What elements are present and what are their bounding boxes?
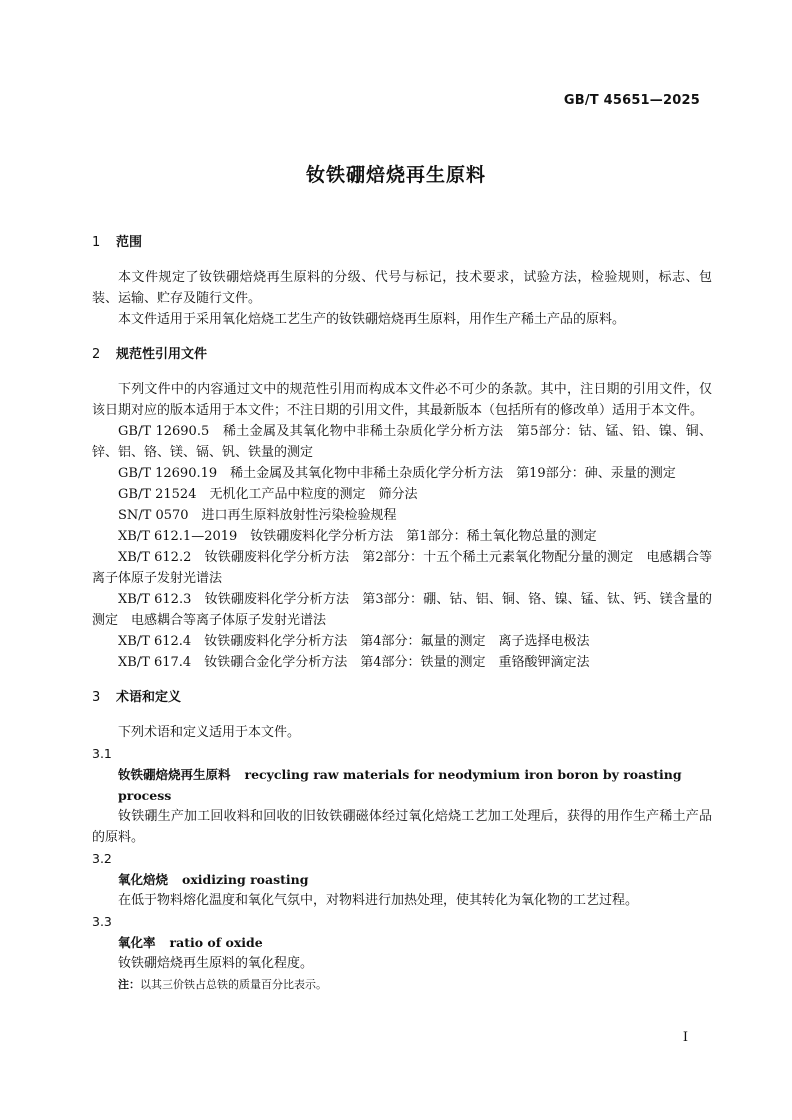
section-title: 规范性引用文件 — [116, 347, 208, 362]
reference-item: XB/T 617.4 钕铁硼合金化学分析方法 第4部分：铁量的测定 重铬酸钾滴定法 — [118, 655, 590, 670]
term-definition: 在低于物料熔化温度和氧化气氛中，对物料进行加热处理，使其转化为氧化物的工艺过程。 — [118, 893, 639, 908]
reference-item: GB/T 12690.5 稀土金属及其氧化物中非稀土杂质化学分析方法 第5部分：钴、锰、铅、镍、铜、锌、铝、铬、镁、镉、钒、铁量的测定 — [92, 424, 712, 460]
term-entry — [92, 869, 712, 890]
term-definition: 钕铁硼焙烧再生原料的氧化程度。 — [118, 956, 314, 971]
section-title: 术语和定义 — [116, 690, 182, 705]
section-heading — [92, 344, 712, 365]
term-english: ratio of oxide — [169, 935, 263, 950]
note-label: 注： — [118, 978, 140, 991]
paragraph: 本文件规定了钕铁硼焙烧再生原料的分级、代号与标记，技术要求，试验方法，检验规则，标志、包装、运输、贮存及随行文件。 — [92, 270, 712, 306]
section-heading — [92, 232, 712, 253]
document-title: 钕铁硼焙烧再生原料 — [305, 164, 486, 186]
reference-item: GB/T 12690.19 稀土金属及其氧化物中非稀土杂质化学分析方法 第19部分：砷、汞量的测定 — [118, 466, 676, 481]
term-definition: 钕铁硼生产加工回收料和回收的旧钕铁硼磁体经过氧化焙烧工艺加工处理后，获得的用作生产稀土产品的原料。 — [92, 809, 712, 845]
term-number: 3.2 — [92, 851, 112, 866]
term-entry — [92, 764, 712, 806]
reference-item: XB/T 612.3 钕铁硼废料化学分析方法 第3部分：硼、钴、铝、铜、铬、镍、锰、钛、钙、镁含量的测定 电感耦合等离子体原子发射光谱法 — [92, 592, 712, 628]
reference-item: XB/T 612.4 钕铁硼废料化学分析方法 第4部分：氟量的测定 离子选择电极法 — [118, 634, 590, 649]
term-note — [92, 974, 712, 995]
term-english: oxidizing roasting — [182, 872, 309, 887]
term-entry — [92, 932, 712, 953]
section-title: 范围 — [116, 235, 143, 250]
term-number: 3.3 — [92, 914, 112, 929]
page-number: I — [682, 1030, 688, 1045]
paragraph: 下列文件中的内容通过文中的规范性引用而构成本文件必不可少的条款。其中，注日期的引用文件，仅该日期对应的版本适用于本文件；不注日期的引用文件，其最新版本（包括所有的修改单）适用于本文件。 — [92, 382, 712, 418]
term-chinese: 钕铁硼焙烧再生原料 — [118, 767, 231, 782]
section-heading — [92, 687, 712, 708]
note-text: 以其三价铁占总铁的质量百分比表示。 — [140, 978, 327, 991]
reference-item: SN/T 0570 进口再生原料放射性污染检验规程 — [118, 508, 397, 523]
term-number: 3.1 — [92, 746, 112, 761]
term-chinese: 氧化率 — [118, 935, 156, 950]
term-english: recycling raw materials for neodymium iron boron by roasting process — [118, 767, 682, 803]
section-number: 3 — [92, 690, 101, 705]
paragraph: 本文件适用于采用氧化焙烧工艺生产的钕铁硼焙烧再生原料，用作生产稀土产品的原料。 — [118, 312, 626, 327]
section-number: 1 — [92, 235, 101, 250]
reference-item: GB/T 21524 无机化工产品中粒度的测定 筛分法 — [118, 487, 418, 502]
term-chinese: 氧化焙烧 — [118, 872, 169, 887]
paragraph: 下列术语和定义适用于本文件。 — [118, 725, 301, 740]
section-number: 2 — [92, 347, 101, 362]
reference-item: XB/T 612.1—2019 钕铁硼废料化学分析方法 第1部分：稀土氧化物总量的测定 — [118, 529, 597, 544]
document-body — [92, 232, 712, 995]
standard-number: GB/T 45651—2025 — [563, 93, 700, 108]
reference-item: XB/T 612.2 钕铁硼废料化学分析方法 第2部分：十五个稀土元素氧化物配分量的测定 电感耦合等离子体原子发射光谱法 — [92, 550, 712, 586]
